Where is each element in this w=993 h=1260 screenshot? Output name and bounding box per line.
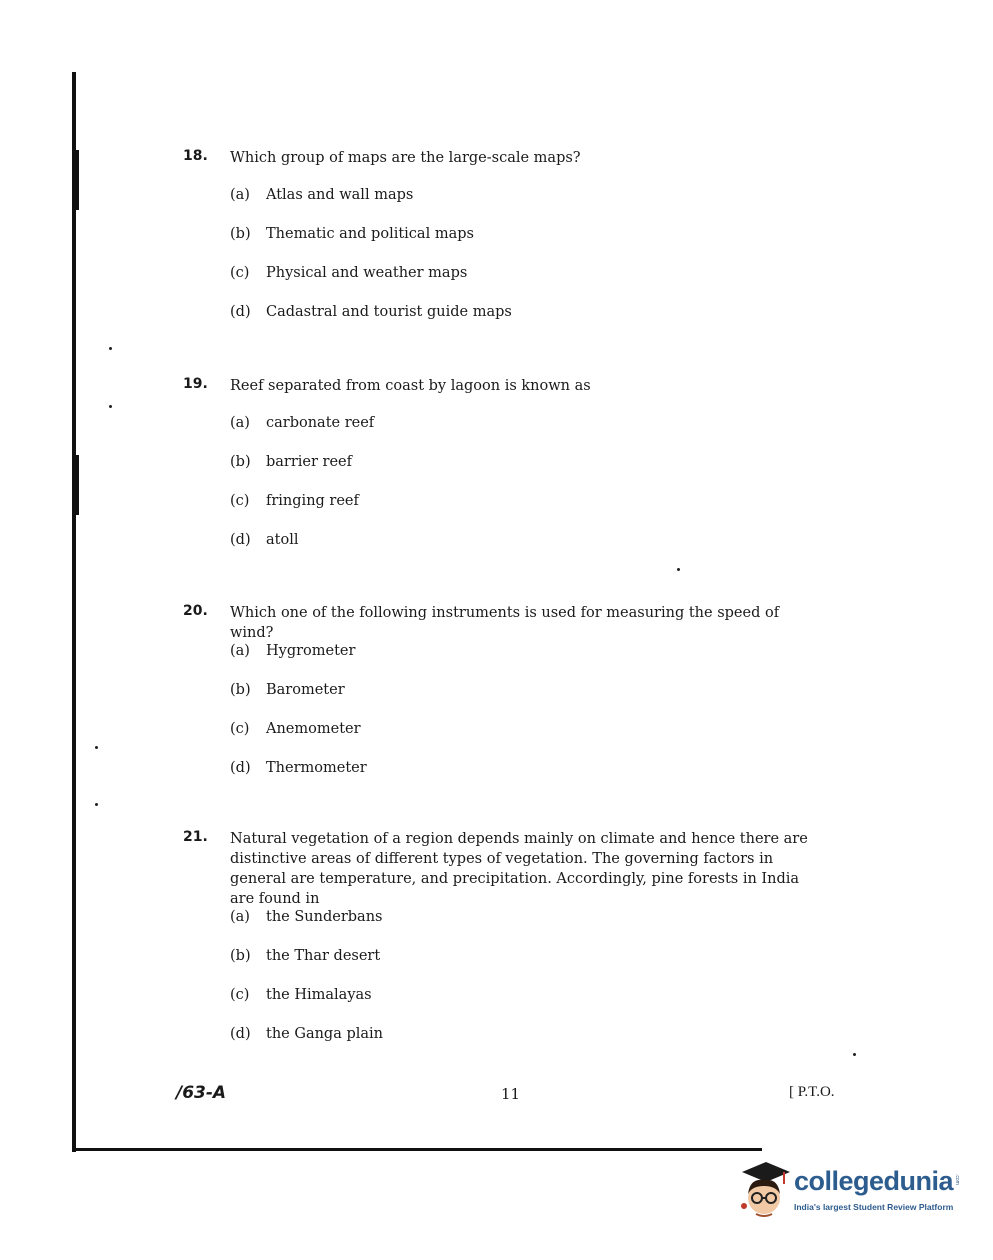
option-label: (c) bbox=[230, 987, 250, 1003]
option-text: the Himalayas bbox=[266, 987, 372, 1003]
option-text: fringing reef bbox=[266, 493, 359, 509]
option-text: the Ganga plain bbox=[266, 1026, 383, 1042]
option-text: Thermometer bbox=[266, 760, 367, 776]
option-label: (b) bbox=[230, 454, 251, 470]
option-a bbox=[230, 187, 413, 203]
collegedunia-logo bbox=[736, 1158, 966, 1222]
brand-domain: .com bbox=[954, 1174, 960, 1185]
option-b bbox=[230, 948, 380, 964]
page-bottom-border bbox=[72, 1148, 762, 1151]
page-left-border-mark bbox=[74, 150, 79, 210]
question-number: 19. bbox=[183, 376, 208, 392]
option-d bbox=[230, 532, 298, 548]
brand-tagline: India's largest Student Review Platform bbox=[794, 1202, 954, 1212]
option-text: Anemometer bbox=[266, 721, 361, 737]
option-label: (d) bbox=[230, 532, 251, 548]
scan-speck bbox=[95, 803, 98, 806]
page-left-border bbox=[72, 72, 76, 1152]
scan-speck bbox=[109, 405, 112, 408]
option-b bbox=[230, 682, 345, 698]
question-text: Natural vegetation of a region depends mainly on climate and hence there are distinctive areas of different types of vegetation. The governing factors in general are temperature, and precipitation. Accordingly, pine forests in India are found in bbox=[230, 831, 808, 907]
option-label: (c) bbox=[230, 265, 250, 281]
option-d bbox=[230, 1026, 383, 1042]
option-text: the Thar desert bbox=[266, 948, 381, 964]
please-turn-over: [ P.T.O. bbox=[789, 1084, 835, 1100]
option-label: (b) bbox=[230, 948, 251, 964]
option-label: (b) bbox=[230, 226, 251, 242]
question-text: Which one of the following instruments is used for measuring the speed of wind? bbox=[230, 605, 780, 641]
option-text: Hygrometer bbox=[266, 643, 356, 659]
question-text: Which group of maps are the large-scale maps? bbox=[230, 150, 581, 166]
option-text: Cadastral and tourist guide maps bbox=[266, 304, 512, 320]
option-label: (a) bbox=[230, 909, 250, 925]
option-b bbox=[230, 454, 352, 470]
option-text: Atlas and wall maps bbox=[266, 187, 414, 203]
option-d bbox=[230, 304, 512, 320]
option-text: Physical and weather maps bbox=[266, 265, 468, 281]
option-c bbox=[230, 493, 359, 509]
option-text: the Sunderbans bbox=[266, 909, 383, 925]
question-number: 21. bbox=[183, 829, 208, 845]
option-b bbox=[230, 226, 474, 242]
option-label: (d) bbox=[230, 304, 251, 320]
option-a bbox=[230, 909, 382, 925]
option-c bbox=[230, 987, 372, 1003]
scan-speck bbox=[853, 1053, 856, 1056]
paper-code: /63-A bbox=[176, 1083, 227, 1103]
option-text: Thematic and political maps bbox=[266, 226, 474, 242]
mascot-icon bbox=[736, 1158, 792, 1222]
option-d bbox=[230, 760, 367, 776]
option-a bbox=[230, 415, 374, 431]
option-label: (a) bbox=[230, 415, 250, 431]
option-text: carbonate reef bbox=[266, 415, 375, 431]
scan-speck bbox=[109, 347, 112, 350]
page-number: 11 bbox=[501, 1085, 521, 1103]
option-label: (a) bbox=[230, 187, 250, 203]
scan-speck bbox=[95, 746, 98, 749]
option-label: (d) bbox=[230, 760, 251, 776]
option-label: (a) bbox=[230, 643, 250, 659]
option-text: atoll bbox=[266, 532, 299, 548]
option-label: (c) bbox=[230, 493, 250, 509]
option-c bbox=[230, 721, 361, 737]
page-left-border-mark bbox=[74, 455, 79, 515]
option-label: (d) bbox=[230, 1026, 251, 1042]
option-text: Barometer bbox=[266, 682, 345, 698]
question-number: 20. bbox=[183, 603, 208, 619]
question-text: Reef separated from coast by lagoon is known as bbox=[230, 378, 591, 394]
option-c bbox=[230, 265, 467, 281]
option-a bbox=[230, 643, 355, 659]
scan-speck bbox=[677, 568, 680, 571]
question-number: 18. bbox=[183, 148, 208, 164]
option-label: (b) bbox=[230, 682, 251, 698]
option-text: barrier reef bbox=[266, 454, 353, 470]
option-label: (c) bbox=[230, 721, 250, 737]
brand-name: collegedunia bbox=[794, 1166, 954, 1196]
